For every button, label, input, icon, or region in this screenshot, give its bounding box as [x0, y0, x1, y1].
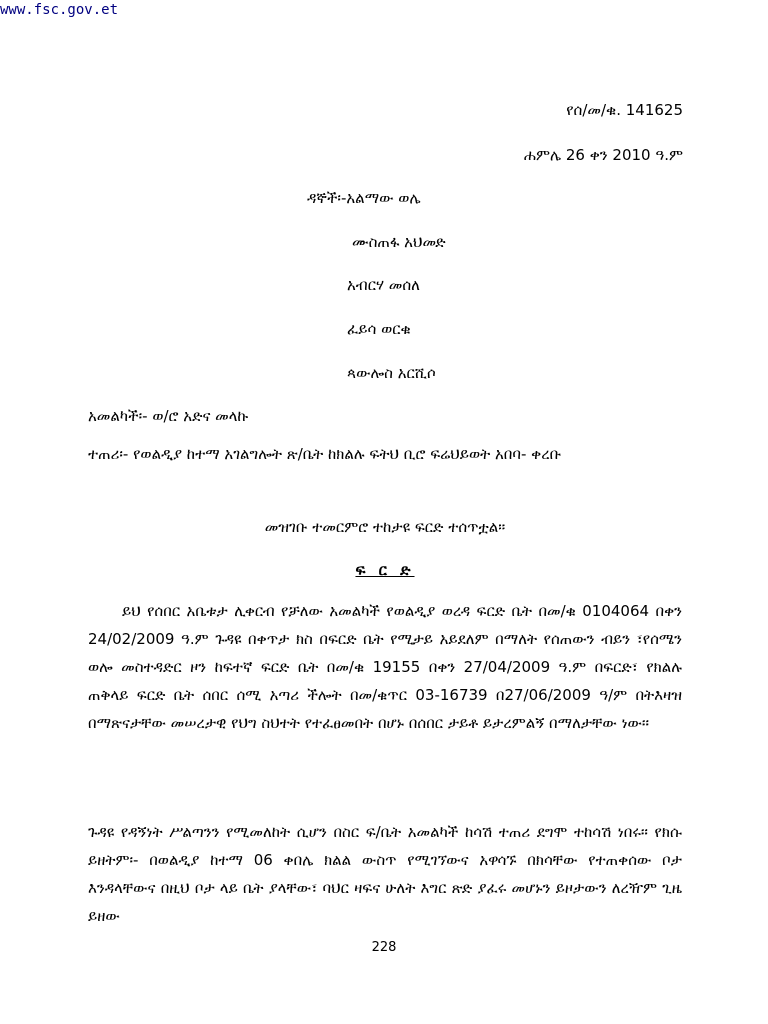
site-url: www.fsc.gov.et [0, 2, 119, 18]
decision-date: ሐምሌ 26 ቀን 2010 ዓ.ም [523, 146, 683, 164]
judge-entry: ዳኞች፡-አልማው ወሌ [307, 189, 421, 207]
verdict-heading: ፍ ር ድ [355, 561, 415, 579]
judge-entry: ፈይሳ ወርቁ [347, 320, 411, 338]
intro-line: መዝገቡ ተመርምሮ ተከታዩ ፍርድ ተሰጥቷል። [264, 518, 506, 536]
judge-entry: ሙስጠፋ አህመድ [352, 233, 446, 251]
judge-entry: ጳውሎስ አርሺሶ [347, 364, 436, 382]
judge-entry: አብርሃ መሰለ [347, 276, 420, 294]
file-number: የሰ/መ/ቁ. 141625 [566, 101, 683, 119]
body-paragraph: ጉዳዩ የዳኝነት ሥልጣንን የሚመለከት ሲሆን በስር ፍ/ቤት አመልካች ከሳሽ ተጠሪ ደግሞ ተከሳሽ ነበሩ፡፡ የክሱ ይዘትም፡- በወልዲያ ከተማ 06 ቀበሌ ክልል ውስጥ የሚገኘውና አዋሳኙ በክሳቸው የተጠቀሰው ቦታ እንዳላቸውና በዚህ ቦታ ላይ ቤት ያላቸው፣ ባህር ዛፍና ሁለት እግር ጽድ ያፈሩ መሆኑን ይዞታውን ለረዥም ጊዜ ይዘው [88, 823, 682, 925]
applicant-line: አመልካች፡- ወ/ሮ አድና መላኩ [88, 407, 249, 425]
respondent-paragraph: ተጠሪ፡- የወልዲያ ከተማ አገልግሎት ጽ/ቤት ከክልሉ ፍትህ ቢሮ ፍሬህይወት አበባ- ቀረቡ [88, 445, 562, 463]
page-number: 228 [371, 940, 397, 955]
body-paragraph: ይህ የሰበር አቤቱታ ሊቀርብ የቻለው አመልካች የወልዲያ ወረዳ ፍርድ ቤት በመ/ቁ 0104064 በቀን 24/02/2009 ዓ.ም ጉዳዩ በቀጥታ ክስ በፍርድ ቤት የሚታይ አይደለም በማለት የሰጠውን ብይን ፣የሰሜን ወሎ መስተዳድር ዞን ከፍተኛ ፍርድ ቤት በመ/ቁ 19155 በቀን 27/04/2009 ዓ.ም በፍርድ፣ የክልሉ ጠቅላይ ፍርድ ቤት ሰበር ሰሚ አጣሪ ችሎት በመ/ቁጥር 03-16739 በ27/06/2009 ዓ/ም በትእዛዝ በማጽናታቸው መሠረታዊ የህግ ስህተት የተፈፀመበት በሆኑ በሰበር ታይቶ ይታረምልኝ በማለታቸው ነው፡፡ [88, 602, 682, 732]
